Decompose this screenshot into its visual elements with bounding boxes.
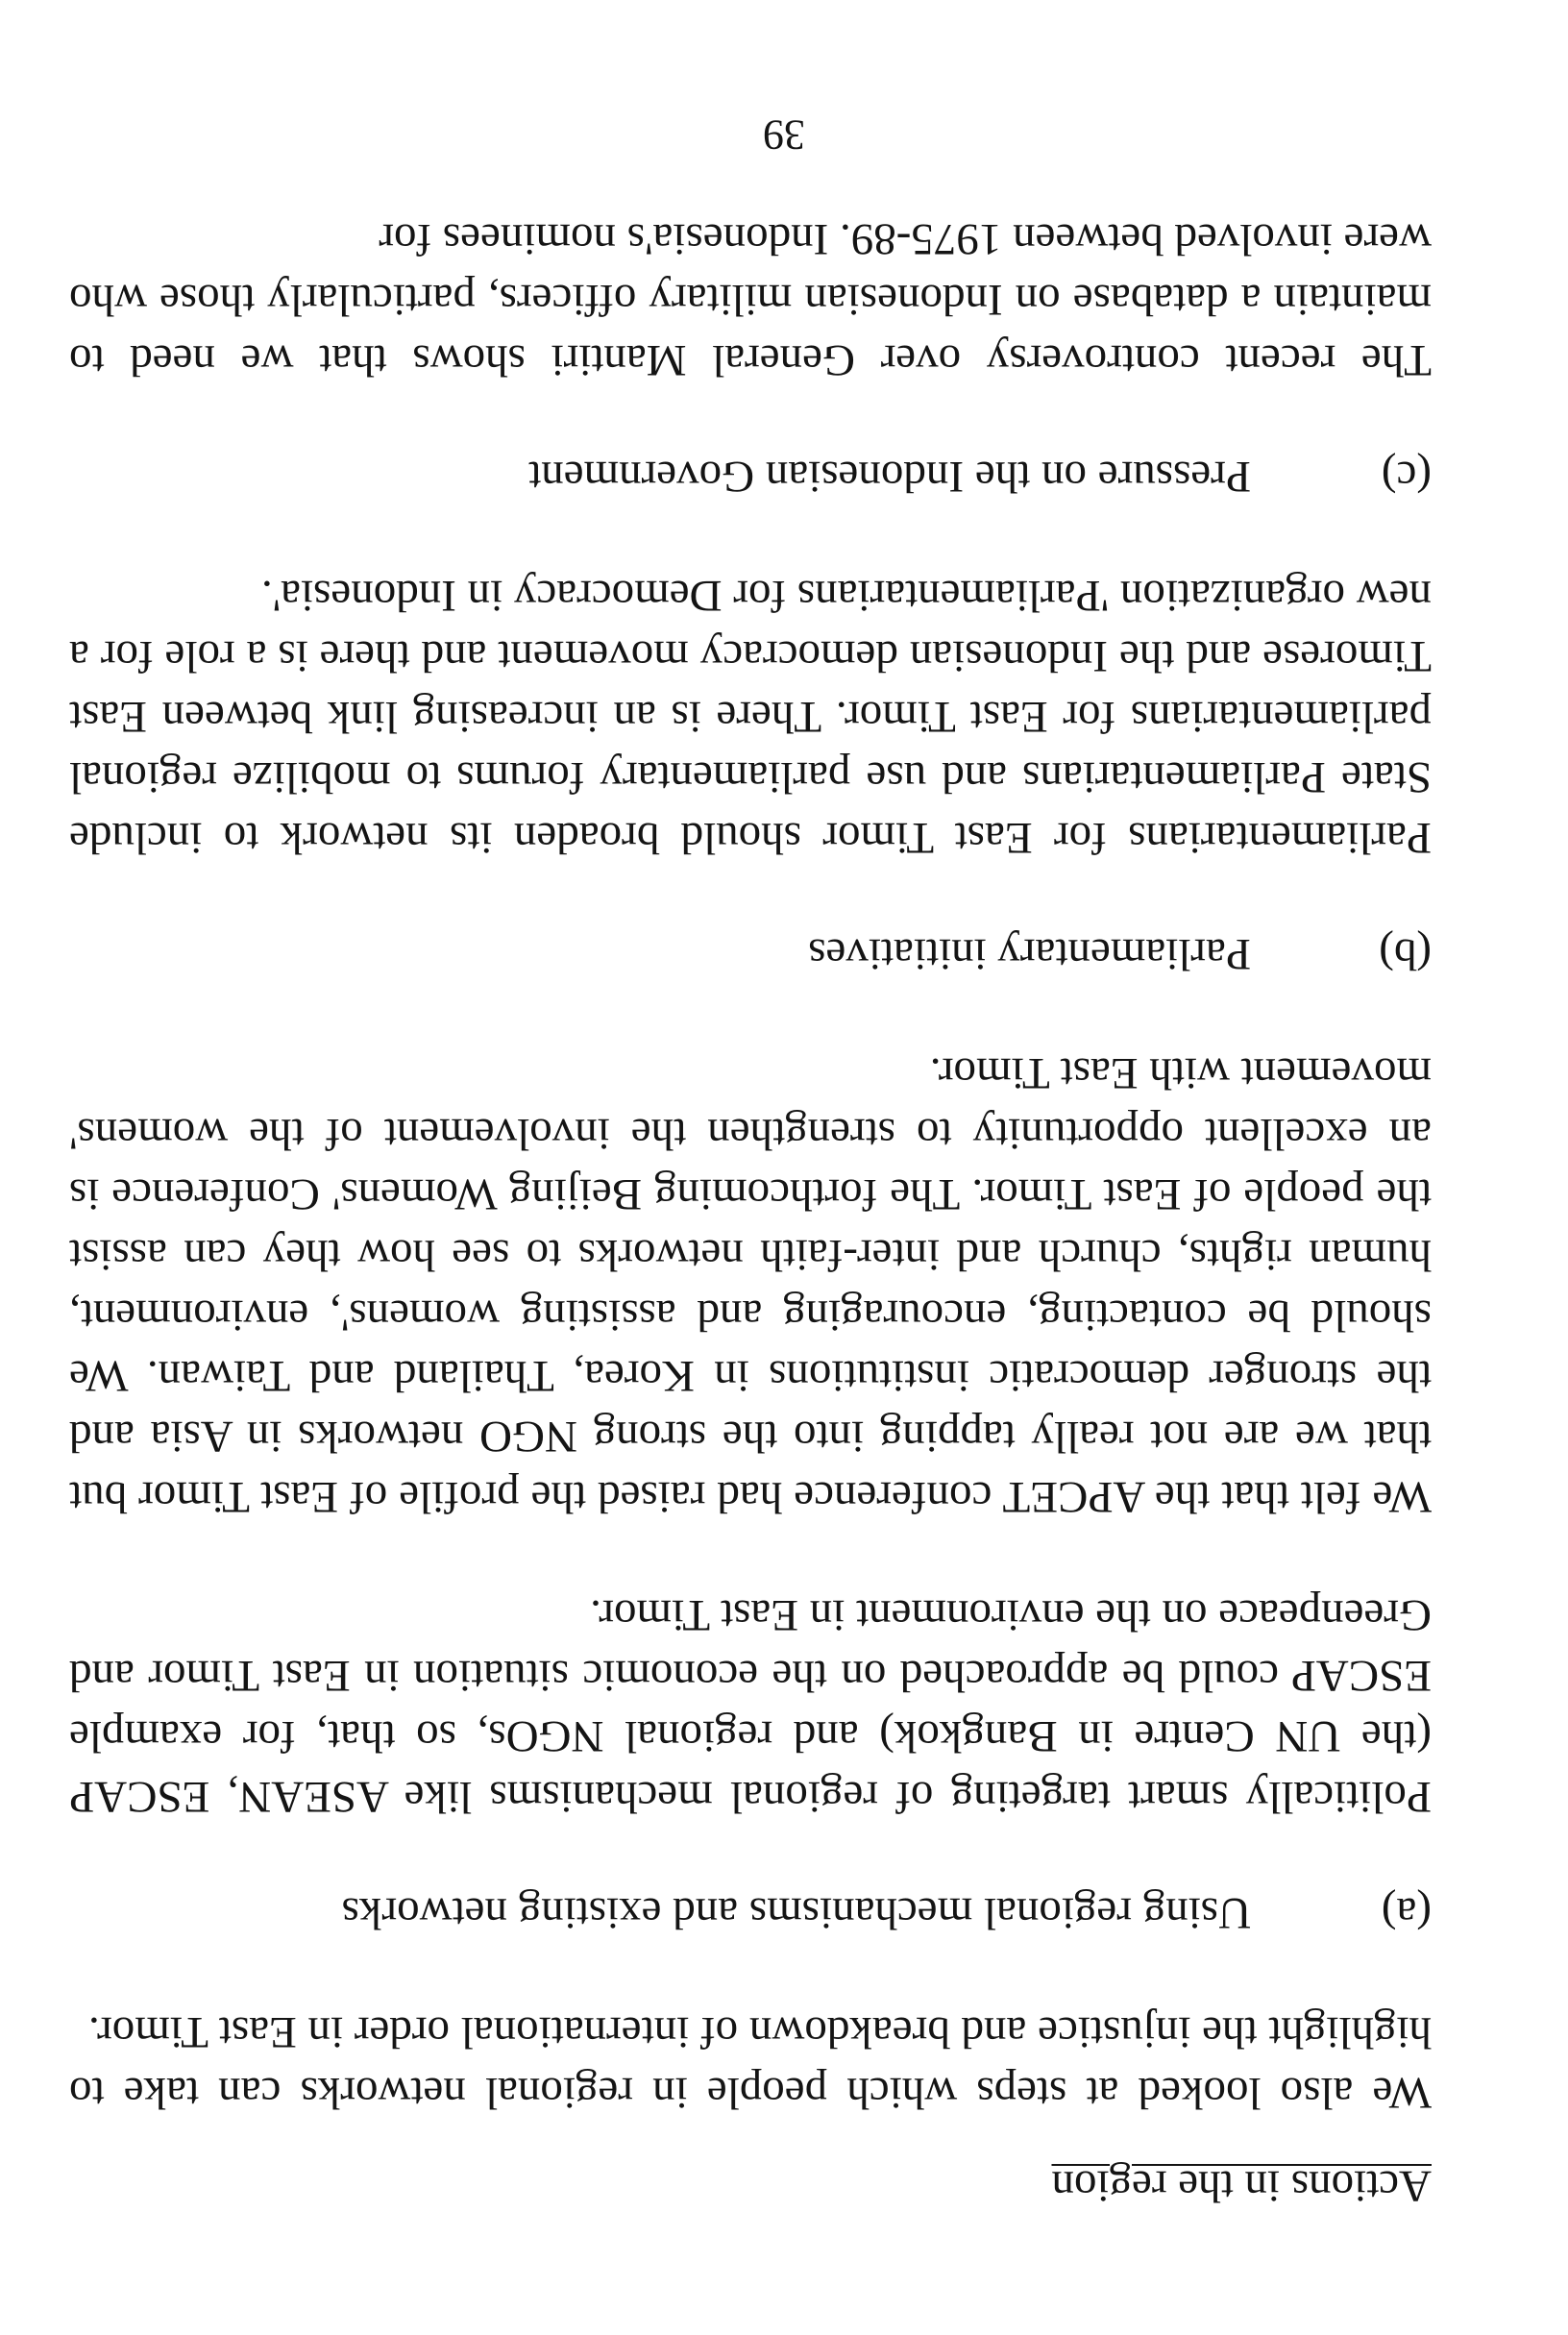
subsection-title: Parliamentary initiatives [808, 929, 1251, 979]
intro-paragraph: We also looked at steps which people in regional networks can take to highlight the injustice and breakdown of international order in East Timor. [69, 2007, 1432, 2118]
subsection-heading-a [69, 1884, 1432, 1942]
subsection-label: (b) [1379, 929, 1432, 979]
subsection-heading-c [69, 448, 1432, 505]
subsection-label: (a) [1381, 1888, 1432, 1938]
section-heading: Actions in the region [1051, 2161, 1432, 2211]
page-number: 39 [763, 111, 805, 159]
paragraph: Politically smart targeting of regional mechanisms like ASEAN, ESCAP (the UN Centre in Bangkok) and regional NGOs, so that, for example ESCAP could be approached on the economic situation in East Timor and Greenpeace on the environment in East Timor. [69, 1590, 1432, 1822]
paragraph: We felt that the APCET conference had raised the profile of East Timor but that we are not really tapping into the strong NGO networks in Asia and the stronger democratic institutions in Korea, Thailand and Taiwan. We should be contacting, encouraging and assisting womens', environment, human rights, church and inter-faith networks to see how they can assist the people of East Timor. The forthcoming Beijing Womens' Conference is an excellent opportunity to strengthen the involvement of the womens' movement with East Timor. [69, 1048, 1432, 1522]
subsection-heading-b [69, 925, 1432, 983]
paragraph: The recent controversy over General Mantiri shows that we need to maintain a database on Indonesian military officers, particularly those who were involved between 1975-89. Indonesia's nominees for [69, 214, 1432, 385]
subsection-label: (c) [1381, 452, 1432, 502]
subsection-title: Pressure on the Indonesian Government [528, 452, 1251, 502]
page-content [69, 209, 1432, 2215]
subsection-title: Using regional mechanisms and existing networks [341, 1888, 1251, 1938]
paragraph: Parliamentarians for East Timor should broaden its network to include State Parliamentarians and use parliamentary forums to mobilize regional parliamentarians for East Timor. There is an increasing link between East Timorese and the Indonesian democracy movement and there is a role for a new organization 'Parliamentarians for Democracy in Indonesia'. [69, 571, 1432, 863]
